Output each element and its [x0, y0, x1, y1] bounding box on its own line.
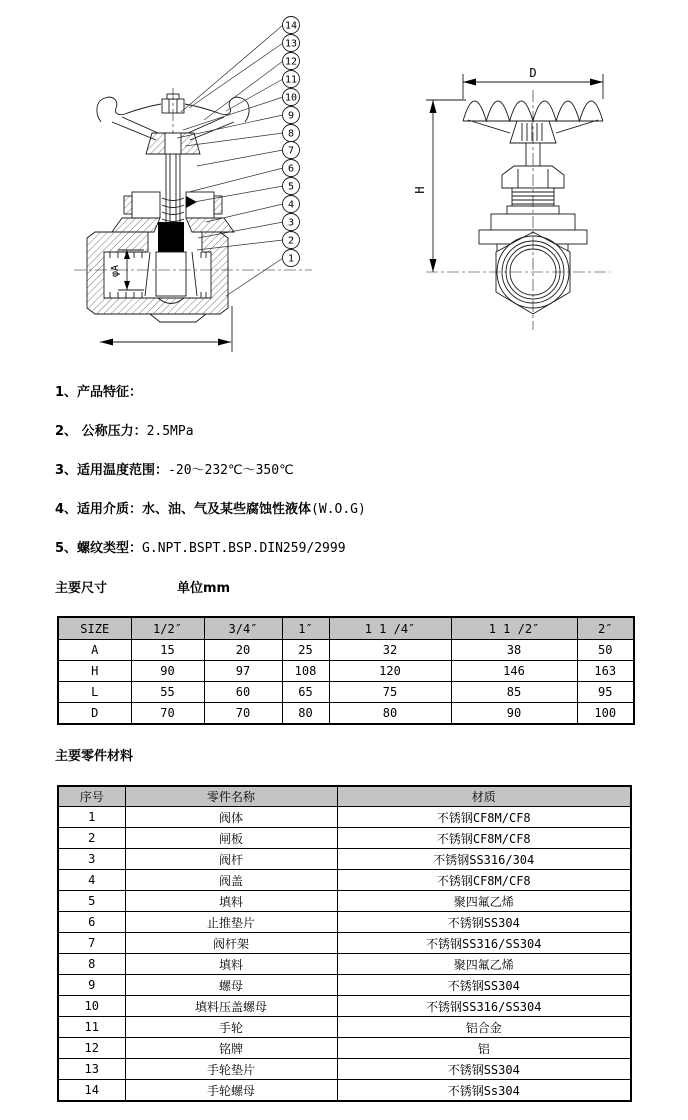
table-cell: 32 — [329, 640, 451, 661]
table-cell: 11 — [58, 1017, 125, 1038]
column-header: 序号 — [58, 786, 125, 807]
table-cell: 闸板 — [125, 828, 337, 849]
feature-value: -20～232℃～350℃ — [168, 463, 294, 478]
table-cell: 90 — [451, 703, 577, 725]
callout-number: 8 — [287, 128, 295, 140]
left-valve-cross-section — [74, 88, 312, 352]
table-header-row — [58, 617, 634, 640]
table-cell: 14 — [58, 1080, 125, 1102]
column-header: 1/2″ — [131, 617, 204, 640]
table-cell: 60 — [204, 682, 282, 703]
handwheel-right — [185, 97, 249, 122]
table-cell: 50 — [577, 640, 634, 661]
table-cell: 不锈钢SS304 — [337, 975, 631, 996]
materials-title: 主要零件材料 — [55, 749, 134, 764]
callout-number: 6 — [287, 163, 295, 175]
feature-item — [55, 464, 688, 477]
table-cell: 4 — [58, 870, 125, 891]
table-cell: 阀盖 — [125, 870, 337, 891]
callout-number: 2 — [287, 235, 295, 247]
table-cell: 85 — [451, 682, 577, 703]
table-row — [58, 640, 634, 661]
gate-disc — [158, 222, 184, 252]
table-cell: 7 — [58, 933, 125, 954]
column-header: 1 1 /4″ — [329, 617, 451, 640]
table-cell: 12 — [58, 1038, 125, 1059]
table-cell: 100 — [577, 703, 634, 725]
table-cell: 108 — [282, 661, 329, 682]
table-cell: 25 — [282, 640, 329, 661]
table-cell: H — [58, 661, 131, 682]
table-cell: 1 — [58, 807, 125, 828]
table-cell: 不锈钢SS304 — [337, 1059, 631, 1080]
callout-leaders — [177, 25, 283, 296]
table-cell: 2 — [58, 828, 125, 849]
callout-number: 4 — [287, 199, 295, 211]
table-cell: 铝合金 — [337, 1017, 631, 1038]
callout-number: 11 — [284, 74, 298, 86]
valve-technical-drawing — [0, 0, 688, 376]
materials-table — [57, 785, 632, 1102]
table-row — [58, 975, 631, 996]
table-cell: 120 — [329, 661, 451, 682]
packing-coil — [162, 198, 184, 222]
table-cell: 阀杆架 — [125, 933, 337, 954]
table-cell: 13 — [58, 1059, 125, 1080]
unit-label: 单位mm — [177, 581, 231, 596]
table-cell: 聚四氟乙烯 — [337, 954, 631, 975]
stem-section — [166, 154, 180, 222]
table-row — [58, 828, 631, 849]
table-row — [58, 1017, 631, 1038]
column-header: 2″ — [577, 617, 634, 640]
table-row — [58, 703, 634, 725]
table-cell: 146 — [451, 661, 577, 682]
table-cell: 65 — [282, 682, 329, 703]
feature-label: 4、适用介质：水、油、气及某些腐蚀性液体 — [55, 502, 312, 517]
table-cell: 95 — [577, 682, 634, 703]
table-cell: 不锈钢SS304 — [337, 912, 631, 933]
table-cell: 不锈钢CF8M/CF8 — [337, 807, 631, 828]
table-cell: 填料 — [125, 954, 337, 975]
handwheel-left — [97, 97, 161, 122]
feature-item — [55, 386, 688, 399]
table-cell: 163 — [577, 661, 634, 682]
feature-item — [55, 503, 688, 516]
feature-item — [55, 425, 688, 438]
table-row — [58, 870, 631, 891]
table-cell: 填料压盖螺母 — [125, 996, 337, 1017]
table-cell: 止推垫片 — [125, 912, 337, 933]
column-header: 1″ — [282, 617, 329, 640]
table-cell: 阀杆 — [125, 849, 337, 870]
table-cell: 70 — [204, 703, 282, 725]
table-row — [58, 661, 634, 682]
table-cell: 不锈钢SS316/SS304 — [337, 933, 631, 954]
column-header: 1 1 /2″ — [451, 617, 577, 640]
feature-label: 5、螺纹类型： — [55, 541, 143, 556]
table-cell: 38 — [451, 640, 577, 661]
table-cell: 10 — [58, 996, 125, 1017]
callout-number: 13 — [284, 38, 298, 50]
dimensions-table — [57, 616, 635, 725]
callout-number: 14 — [284, 20, 298, 32]
table-cell: 不锈钢SS316/SS304 — [337, 996, 631, 1017]
table-cell: 6 — [58, 912, 125, 933]
table-row — [58, 912, 631, 933]
table-cell: 5 — [58, 891, 125, 912]
table-row — [58, 996, 631, 1017]
callout-number: 3 — [287, 217, 295, 229]
table-cell: 20 — [204, 640, 282, 661]
table-cell: 铝 — [337, 1038, 631, 1059]
table-cell: 手轮螺母 — [125, 1080, 337, 1102]
table-cell: 15 — [131, 640, 204, 661]
table-row — [58, 1059, 631, 1080]
dim-label-bore: φA — [110, 264, 121, 278]
feature-item — [55, 542, 688, 555]
feature-label: 2、 公称压力： — [55, 424, 147, 439]
table-row — [58, 849, 631, 870]
feature-value: (W.O.G) — [311, 502, 366, 517]
table-row — [58, 682, 634, 703]
table-row — [58, 891, 631, 912]
table-cell: 手轮 — [125, 1017, 337, 1038]
table-row — [58, 933, 631, 954]
column-header: SIZE — [58, 617, 131, 640]
callout-number: 12 — [284, 56, 298, 68]
table-header-row — [58, 786, 631, 807]
table-cell: 80 — [282, 703, 329, 725]
bonnet-section-left — [112, 218, 160, 232]
table-cell: 80 — [329, 703, 451, 725]
table-row — [58, 1080, 631, 1102]
table-cell: 不锈钢CF8M/CF8 — [337, 870, 631, 891]
table-row — [58, 1038, 631, 1059]
table-cell: 铭牌 — [125, 1038, 337, 1059]
dimensions-title: 主要尺寸 — [55, 581, 108, 596]
table-cell: 不锈钢Ss304 — [337, 1080, 631, 1102]
table-cell: 聚四氟乙烯 — [337, 891, 631, 912]
feature-label: 1、产品特征： — [55, 385, 143, 400]
table-cell: 8 — [58, 954, 125, 975]
table-cell: 75 — [329, 682, 451, 703]
column-header: 材质 — [337, 786, 631, 807]
table-cell: 3 — [58, 849, 125, 870]
dim-label-diameter: D — [529, 66, 537, 80]
callout-number: 9 — [287, 110, 295, 122]
table-cell: 9 — [58, 975, 125, 996]
table-cell: A — [58, 640, 131, 661]
dim-label-height: H — [413, 186, 427, 194]
table-cell: 手轮垫片 — [125, 1059, 337, 1080]
table-cell: 不锈钢CF8M/CF8 — [337, 828, 631, 849]
table-cell: 90 — [131, 661, 204, 682]
table-row — [58, 807, 631, 828]
feature-list — [55, 386, 688, 555]
feature-value: G.NPT.BSPT.BSP.DIN259/2999 — [142, 541, 346, 556]
bonnet-section-right — [186, 218, 234, 232]
table-cell: 55 — [131, 682, 204, 703]
callout-number: 1 — [287, 253, 295, 265]
table-cell: 阀体 — [125, 807, 337, 828]
right-valve-front-view — [426, 74, 610, 330]
table-cell: 填料 — [125, 891, 337, 912]
table-cell: 不锈钢SS316/304 — [337, 849, 631, 870]
table-cell: L — [58, 682, 131, 703]
table-row — [58, 954, 631, 975]
column-header: 3/4″ — [204, 617, 282, 640]
feature-value: 2.5MPa — [146, 424, 194, 439]
callout-number: 7 — [287, 145, 295, 157]
table-cell: 螺母 — [125, 975, 337, 996]
callout-bubbles — [283, 17, 300, 267]
callout-number: 10 — [284, 92, 298, 104]
column-header: 零件名称 — [125, 786, 337, 807]
table-cell: 70 — [131, 703, 204, 725]
table-cell: 97 — [204, 661, 282, 682]
callout-number: 5 — [287, 181, 295, 193]
dimensions-title-row — [55, 581, 688, 596]
feature-label: 3、适用温度范围： — [55, 463, 169, 478]
table-cell: D — [58, 703, 131, 725]
